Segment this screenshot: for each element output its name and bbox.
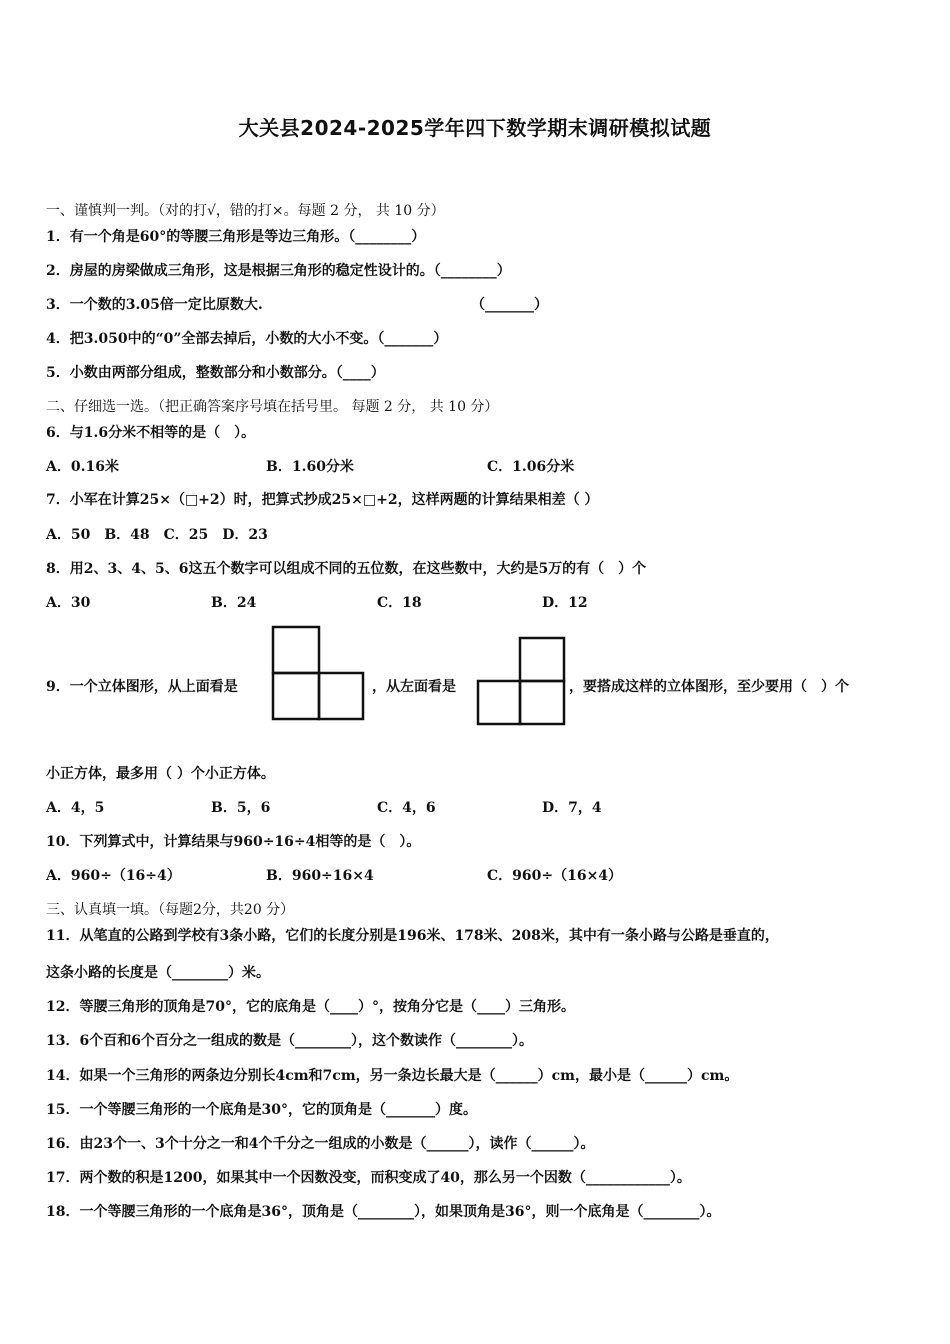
question-6-option-c: C．1.06分米 [487,459,575,475]
question-8: 8．用2、3、4、5、6这五个数字可以组成不同的五位数，在这些数中，大约是5万的有（ ）个 [46,561,647,577]
question-9-option-c: C．4，6 [377,800,436,816]
question-11-line-1: 11．从笔直的公路到学校有3条小路，它们的长度分别是196米、178米、208米，其中有一条小路与公路是垂直的， [46,928,779,944]
top-view-square-lower-left [273,673,319,719]
question-8-option-d: D．12 [542,595,588,611]
question-8-option-b: B．24 [211,595,257,611]
question-6: 6．与1.6分米不相等的是（ ）。 [46,425,256,441]
question-6-option-b: B．1.60分米 [266,459,354,475]
question-8-option-c: C．18 [377,595,422,611]
question-7: 7．小军在计算25×（□+2）时，把算式抄成25×□+2，这样两题的计算结果相差（ ） [46,492,599,508]
question-1: 1．有一个角是60°的等腰三角形是等边三角形。（________） [46,229,426,245]
question-9-option-d: D．7，4 [542,800,602,816]
question-10-option-c: C．960÷（16×4） [487,868,623,884]
question-8-option-a: A．30 [46,595,91,611]
left-view-square-lower-right [520,681,564,724]
question-13: 13．6个百和6个百分之一组成的数是（________），这个数读作（________）。 [46,1033,533,1049]
question-16: 16．由23个一、3个十分之一和4个千分之一组成的小数是（______），读作（______）。 [46,1136,595,1152]
top-view-square-lower-right [319,673,363,719]
question-10-option-a: A．960÷（16÷4） [46,868,181,884]
question-6-option-a: A．0.16米 [46,459,119,475]
question-10-option-b: B．960÷16×4 [266,868,374,884]
question-9-text-2: ，从左面看是 [372,679,456,695]
question-9-option-a: A．4，5 [46,800,105,816]
question-7-options: A．50 B．48 C．25 D．23 [46,527,268,543]
question-9-line-2: 小正方体，最多用（ ）个小正方体。 [46,766,275,782]
question-18: 18．一个等腰三角形的一个底角是36°，顶角是（________），如果顶角是36°，则一个底角是（________）。 [46,1204,721,1220]
question-9-option-b: B．5，6 [211,800,271,816]
question-17: 17．两个数的积是1200，如果其中一个因数没变，而积变成了40，那么另一个因数（____________）。 [46,1170,691,1186]
question-11-line-2: 这条小路的长度是（________）米。 [46,965,270,981]
question-14: 14．如果一个三角形的两条边分别长4cm和7cm，另一条边长最大是（______）cm，最小是（______）cm。 [46,1068,739,1084]
question-2: 2．房屋的房梁做成三角形，这是根据三角形的稳定性设计的。（________） [46,263,511,279]
top-view-square-upper [273,627,319,673]
left-view-figure [475,635,567,727]
question-12: 12．等腰三角形的顶角是70°，它的底角是（____）°，按角分它是（____）三角形。 [46,999,575,1015]
section-3-heading: 三、认真填一填。（每题2分，共20 分） [46,902,295,918]
question-9-text-1: 9．一个立体图形，从上面看是 [46,679,238,695]
question-10: 10．下列算式中，计算结果与960÷16÷4相等的是（ ）。 [46,834,421,850]
page-title: 大关县2024-2025学年四下数学期末调研模拟试题 [238,116,712,140]
left-view-square-lower-left [478,681,520,724]
question-5: 5．小数由两部分组成，整数部分和小数部分。（____） [46,365,385,381]
question-9-text-3: ，要搭成这样的立体图形，至少要用（ ）个 [569,679,849,695]
question-3: 3．一个数的3.05倍一定比原数大. [46,297,263,313]
question-4: 4．把3.050中的“0”全部去掉后，小数的大小不变。（_______） [46,331,448,347]
question-15: 15．一个等腰三角形的一个底角是30°，它的顶角是（_______）度。 [46,1102,477,1118]
section-1-heading: 一、谨慎判一判。（对的打√，错的打×。每题 2 分， 共 10 分） [46,203,445,219]
top-view-figure [270,624,366,722]
question-3-blank: （_______） [471,297,548,313]
left-view-square-upper [520,638,564,681]
section-2-heading: 二、仔细选一选。（把正确答案序号填在括号里。 每题 2 分， 共 10 分） [46,399,499,415]
